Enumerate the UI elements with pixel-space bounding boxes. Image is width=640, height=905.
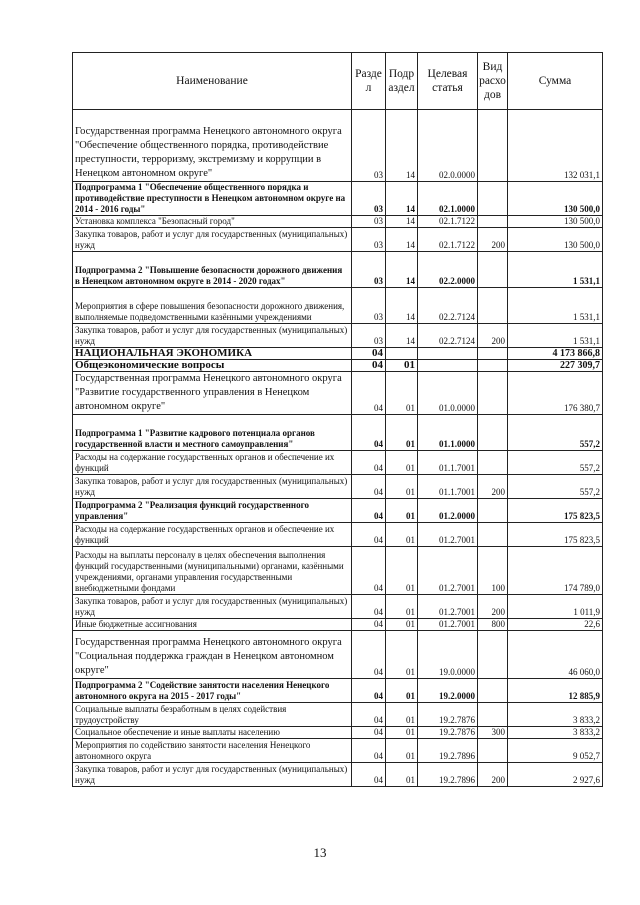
cell-subsection: 01 (386, 523, 418, 547)
cell-name: Закупка товаров, работ и услуг для государственных (муниципальных) нужд (73, 595, 352, 619)
col-header-name: Наименование (73, 53, 352, 110)
cell-kind (478, 523, 508, 547)
cell-kind (478, 415, 508, 451)
table-row (73, 499, 603, 523)
cell-amount: 46 060,0 (508, 631, 603, 679)
table-row (73, 360, 603, 372)
cell-name: Подпрограмма 2 "Реализация функций государственного управления" (73, 499, 352, 523)
cell-kind (478, 348, 508, 360)
cell-section: 04 (352, 679, 386, 703)
cell-kind: 200 (478, 763, 508, 787)
table-body (73, 110, 603, 787)
cell-subsection: 01 (386, 360, 418, 372)
cell-amount: 2 927,6 (508, 763, 603, 787)
cell-kind: 200 (478, 475, 508, 499)
cell-kind (478, 739, 508, 763)
cell-amount: 557,2 (508, 451, 603, 475)
cell-target: 02.1.7122 (418, 228, 478, 252)
cell-subsection: 01 (386, 499, 418, 523)
cell-section: 04 (352, 415, 386, 451)
page-number: 13 (313, 845, 327, 860)
cell-section: 03 (352, 216, 386, 228)
cell-section: 04 (352, 360, 386, 372)
cell-kind (478, 703, 508, 727)
cell-kind: 200 (478, 595, 508, 619)
cell-kind (478, 679, 508, 703)
cell-target: 19.2.7896 (418, 763, 478, 787)
cell-target: 01.1.7001 (418, 451, 478, 475)
table-row (73, 547, 603, 595)
budget-table (72, 52, 603, 787)
cell-section: 04 (352, 547, 386, 595)
cell-section: 04 (352, 703, 386, 727)
cell-subsection: 01 (386, 631, 418, 679)
cell-amount: 175 823,5 (508, 523, 603, 547)
cell-subsection: 01 (386, 451, 418, 475)
cell-kind (478, 288, 508, 324)
cell-name: Мероприятия в сфере повышения безопасности дорожного движения, выполняемые подведомственными казёнными учреждениями (73, 288, 352, 324)
cell-amount: 3 833,2 (508, 727, 603, 739)
cell-amount: 227 309,7 (508, 360, 603, 372)
cell-amount: 1 531,1 (508, 252, 603, 288)
cell-target: 01.2.7001 (418, 619, 478, 631)
table-row (73, 182, 603, 216)
cell-kind: 200 (478, 228, 508, 252)
cell-name: Общеэкономические вопросы (73, 360, 352, 372)
cell-subsection: 01 (386, 679, 418, 703)
cell-target: 02.2.7124 (418, 288, 478, 324)
cell-section: 04 (352, 739, 386, 763)
cell-subsection: 14 (386, 324, 418, 348)
table-row (73, 216, 603, 228)
cell-section: 03 (352, 228, 386, 252)
cell-kind (478, 360, 508, 372)
cell-section: 03 (352, 324, 386, 348)
cell-target: 19.2.7876 (418, 727, 478, 739)
cell-kind (478, 372, 508, 415)
cell-subsection: 01 (386, 415, 418, 451)
cell-target: 01.2.7001 (418, 595, 478, 619)
cell-name: Закупка товаров, работ и услуг для государственных (муниципальных) нужд (73, 324, 352, 348)
cell-amount: 12 885,9 (508, 679, 603, 703)
cell-subsection: 01 (386, 595, 418, 619)
col-header-kind: Вид расхо дов (478, 53, 508, 110)
cell-amount: 1 011,9 (508, 595, 603, 619)
cell-target: 19.0.0000 (418, 631, 478, 679)
cell-subsection: 14 (386, 228, 418, 252)
cell-subsection: 14 (386, 110, 418, 182)
cell-name: НАЦИОНАЛЬНАЯ ЭКОНОМИКА (73, 348, 352, 360)
cell-name: Иные бюджетные ассигнования (73, 619, 352, 631)
col-header-section: Разде л (352, 53, 386, 110)
table-row (73, 324, 603, 348)
cell-kind (478, 182, 508, 216)
cell-target: 01.1.7001 (418, 475, 478, 499)
cell-name: Закупка товаров, работ и услуг для государственных (муниципальных) нужд (73, 763, 352, 787)
cell-name: Мероприятия по содействию занятости населения Ненецкого автономного округа (73, 739, 352, 763)
cell-name: Подпрограмма 1 "Развитие кадрового потенциала органов государственной власти и местного самоуправления" (73, 415, 352, 451)
cell-section: 04 (352, 727, 386, 739)
cell-subsection: 01 (386, 763, 418, 787)
cell-name: Расходы на выплаты персоналу в целях обеспечения выполнения функций государственными (муниципальными) органами, казёнными учреждениями, органами управления государственными внебюджетными фондами (73, 547, 352, 595)
cell-target: 01.2.0000 (418, 499, 478, 523)
cell-section: 04 (352, 348, 386, 360)
table-row (73, 679, 603, 703)
table-row (73, 727, 603, 739)
table-row (73, 619, 603, 631)
table-row (73, 523, 603, 547)
cell-target: 02.1.0000 (418, 182, 478, 216)
cell-amount: 557,2 (508, 415, 603, 451)
table-row (73, 110, 603, 182)
cell-subsection: 01 (386, 619, 418, 631)
cell-target: 02.2.7124 (418, 324, 478, 348)
cell-kind (478, 451, 508, 475)
cell-kind (478, 499, 508, 523)
table-row (73, 631, 603, 679)
cell-target: 02.1.7122 (418, 216, 478, 228)
table-row (73, 703, 603, 727)
cell-amount: 174 789,0 (508, 547, 603, 595)
cell-target: 19.2.7896 (418, 739, 478, 763)
cell-amount: 176 380,7 (508, 372, 603, 415)
table-row (73, 415, 603, 451)
cell-target: 01.0.0000 (418, 372, 478, 415)
table-row (73, 475, 603, 499)
cell-subsection: 14 (386, 182, 418, 216)
cell-name: Государственная программа Ненецкого автономного округа "Развитие государственного управления в Ненецком автономном округе" (73, 372, 352, 415)
cell-amount: 4 173 866,8 (508, 348, 603, 360)
cell-subsection (386, 348, 418, 360)
cell-section: 03 (352, 252, 386, 288)
cell-target: 19.2.0000 (418, 679, 478, 703)
cell-kind: 800 (478, 619, 508, 631)
cell-target: 02.0.0000 (418, 110, 478, 182)
cell-subsection: 01 (386, 475, 418, 499)
cell-section: 04 (352, 619, 386, 631)
cell-section: 04 (352, 595, 386, 619)
cell-target: 19.2.7876 (418, 703, 478, 727)
cell-kind (478, 216, 508, 228)
cell-name: Установка комплекса "Безопасный город" (73, 216, 352, 228)
cell-name: Социальное обеспечение и иные выплаты населению (73, 727, 352, 739)
cell-subsection: 01 (386, 727, 418, 739)
cell-amount: 132 031,1 (508, 110, 603, 182)
cell-section: 03 (352, 182, 386, 216)
cell-subsection: 01 (386, 703, 418, 727)
cell-section: 04 (352, 763, 386, 787)
cell-section: 04 (352, 631, 386, 679)
cell-target: 01.1.0000 (418, 415, 478, 451)
col-header-subsection: Подр аздел (386, 53, 418, 110)
col-header-target: Целевая статья (418, 53, 478, 110)
cell-subsection: 01 (386, 547, 418, 595)
cell-section: 03 (352, 288, 386, 324)
cell-name: Расходы на содержание государственных органов и обеспечение их функций (73, 523, 352, 547)
cell-amount: 1 531,1 (508, 288, 603, 324)
cell-kind: 300 (478, 727, 508, 739)
cell-target (418, 360, 478, 372)
table-row (73, 252, 603, 288)
cell-kind (478, 631, 508, 679)
table-row (73, 228, 603, 252)
cell-target: 02.2.0000 (418, 252, 478, 288)
table-row (73, 739, 603, 763)
cell-kind (478, 110, 508, 182)
cell-name: Подпрограмма 1 "Обеспечение общественного порядка и противодействие преступности в Ненецком автономном округе на 2014 - 2016 годы" (73, 182, 352, 216)
cell-section: 04 (352, 523, 386, 547)
table-row (73, 451, 603, 475)
cell-name: Подпрограмма 2 "Содействие занятости населения Ненецкого автономного округа на 2015 - 2017 годы" (73, 679, 352, 703)
cell-section: 04 (352, 499, 386, 523)
table-row (73, 595, 603, 619)
cell-amount: 22,6 (508, 619, 603, 631)
cell-subsection: 14 (386, 216, 418, 228)
cell-section: 04 (352, 475, 386, 499)
cell-target (418, 348, 478, 360)
cell-amount: 130 500,0 (508, 182, 603, 216)
cell-name: Расходы на содержание государственных органов и обеспечение их функций (73, 451, 352, 475)
cell-section: 04 (352, 372, 386, 415)
table-row (73, 288, 603, 324)
cell-section: 04 (352, 451, 386, 475)
table-row (73, 348, 603, 360)
cell-name: Государственная программа Ненецкого автономного округа "Социальная поддержка граждан в Ненецком автономном округе" (73, 631, 352, 679)
table-row (73, 763, 603, 787)
cell-amount: 3 833,2 (508, 703, 603, 727)
cell-name: Государственная программа Ненецкого автономного округа "Обеспечение общественного порядка, противодействие преступности, терроризму, экстремизму и коррупции в Ненецком автономном округе" (73, 110, 352, 182)
cell-kind: 200 (478, 324, 508, 348)
table-header-row (73, 53, 603, 110)
cell-amount: 9 052,7 (508, 739, 603, 763)
table-row (73, 372, 603, 415)
cell-subsection: 14 (386, 252, 418, 288)
cell-name: Закупка товаров, работ и услуг для государственных (муниципальных) нужд (73, 228, 352, 252)
cell-section: 03 (352, 110, 386, 182)
cell-amount: 557,2 (508, 475, 603, 499)
cell-target: 01.2.7001 (418, 547, 478, 595)
cell-amount: 175 823,5 (508, 499, 603, 523)
cell-kind (478, 252, 508, 288)
cell-subsection: 01 (386, 372, 418, 415)
col-header-amount: Сумма (508, 53, 603, 110)
cell-name: Социальные выплаты безработным в целях содействия трудоустройству (73, 703, 352, 727)
cell-name: Закупка товаров, работ и услуг для государственных (муниципальных) нужд (73, 475, 352, 499)
cell-kind: 100 (478, 547, 508, 595)
budget-sheet (72, 52, 602, 787)
cell-subsection: 01 (386, 739, 418, 763)
cell-subsection: 14 (386, 288, 418, 324)
cell-target: 01.2.7001 (418, 523, 478, 547)
cell-amount: 130 500,0 (508, 216, 603, 228)
cell-name: Подпрограмма 2 "Повышение безопасности дорожного движения в Ненецком автономном округе в 2014 - 2020 годах" (73, 252, 352, 288)
cell-amount: 130 500,0 (508, 228, 603, 252)
cell-amount: 1 531,1 (508, 324, 603, 348)
